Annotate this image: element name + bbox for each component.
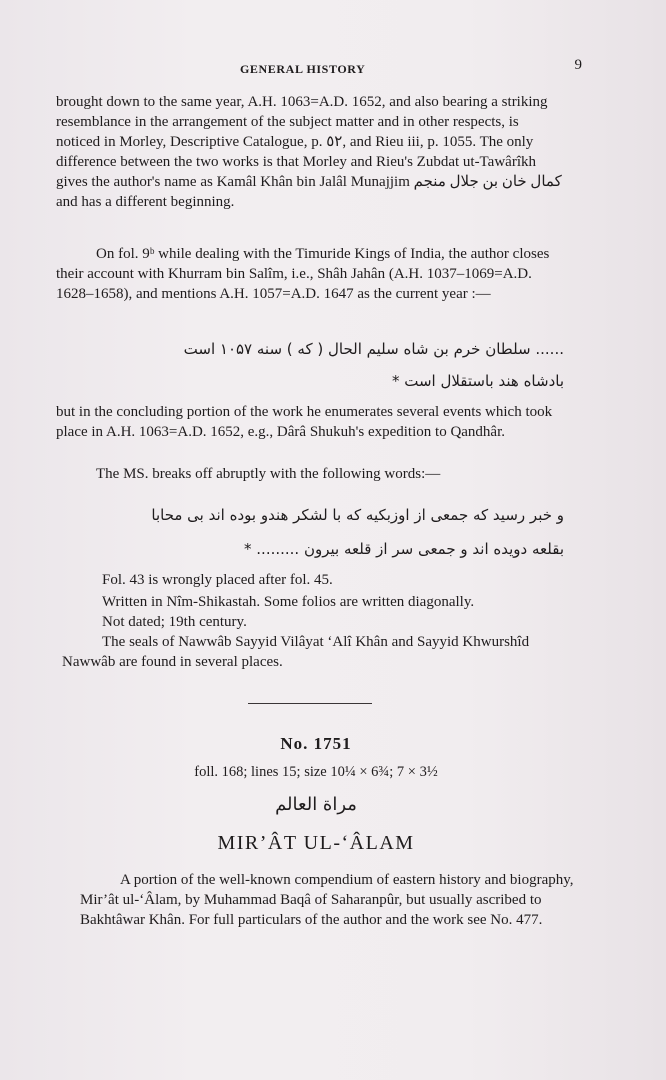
note-foliation: Fol. 43 is wrongly placed after fol. 45. (102, 572, 333, 588)
arabic-quote-2-line-2: بقلعه دویده اند و جمعی سر از قلعه بیرون ......... * (244, 540, 564, 558)
paragraph-4: The MS. breaks off abruptly with the following words:— (96, 466, 441, 482)
entry-collation: foll. 168; lines 15; size 10¼ × 6¾; 7 × 3½ (194, 764, 438, 780)
arabic-quote-1-line-2: بادشاه هند باستقلال است * (391, 372, 564, 390)
entry-title: MIR’ÂT UL-‘ÂLAM (217, 832, 415, 854)
running-title: GENERAL HISTORY (240, 62, 366, 76)
entry-arabic-title: مراة العالم (275, 794, 357, 815)
note-seals: The seals of Nawwâb Sayyid Vilâyat ‘Alî Khân and Sayyid Khwurshîd Nawwâb are found in several places. (62, 634, 530, 670)
entry-description: A portion of the well-known compendium of eastern history and biography, Mir’ât ul-‘Âlam, by Muhammad Baqâ of Saharanpûr, but usually ascribed to Bakhtâwar Khân. For full particulars of the author and the work see No. 477. (80, 872, 574, 928)
arabic-quote-1-line-1: ...... سلطان خرم بن شاه سلیم الحال ( که ) سنه ۱۰۵۷ است (183, 340, 564, 358)
paragraph-3: but in the concluding portion of the work he enumerates several events which took place in A.H. 1063=A.D. 1652, e.g., Dârâ Shukuh's expedition to Qandhâr. (56, 404, 553, 440)
paragraph-2: On fol. 9ᵇ while dealing with the Timuride Kings of India, the author closes their account with Khurram bin Salîm, i.e., Shâh Jahân (A.H. 1037–1069=A.D. 1628–1658), and mentions A.H. 1057=A.D. 1647 as the current year :— (56, 246, 550, 302)
page-number: 9 (574, 57, 582, 73)
paragraph-1: brought down to the same year, A.H. 1063=A.D. 1652, and also bearing a striking resemblance in the arrangement of the subject matter and in other respects, is noticed in Morley, Descriptive Catalogue, p. ٥٢, and Rieu iii, p. 1055. The only difference between the two works is that Morley and Rieu's Zubdat ut-Tawârîkh gives the author's name as Kamâl Khân bin Jalâl Munajjim كمال خان بن جلال منجم and has a different beginning. (56, 94, 562, 210)
page-header (56, 57, 582, 80)
entry-number: No. 1751 (280, 734, 352, 753)
note-date: Not dated; 19th century. (102, 614, 247, 630)
arabic-quote-2-line-1: و خبر رسید که جمعی از اوزبکیه که با لشکر هندو بوده اند بی محابا (151, 506, 564, 524)
section-divider (248, 703, 372, 704)
note-script: Written in Nîm-Shikastah. Some folios are written diagonally. (102, 594, 475, 610)
